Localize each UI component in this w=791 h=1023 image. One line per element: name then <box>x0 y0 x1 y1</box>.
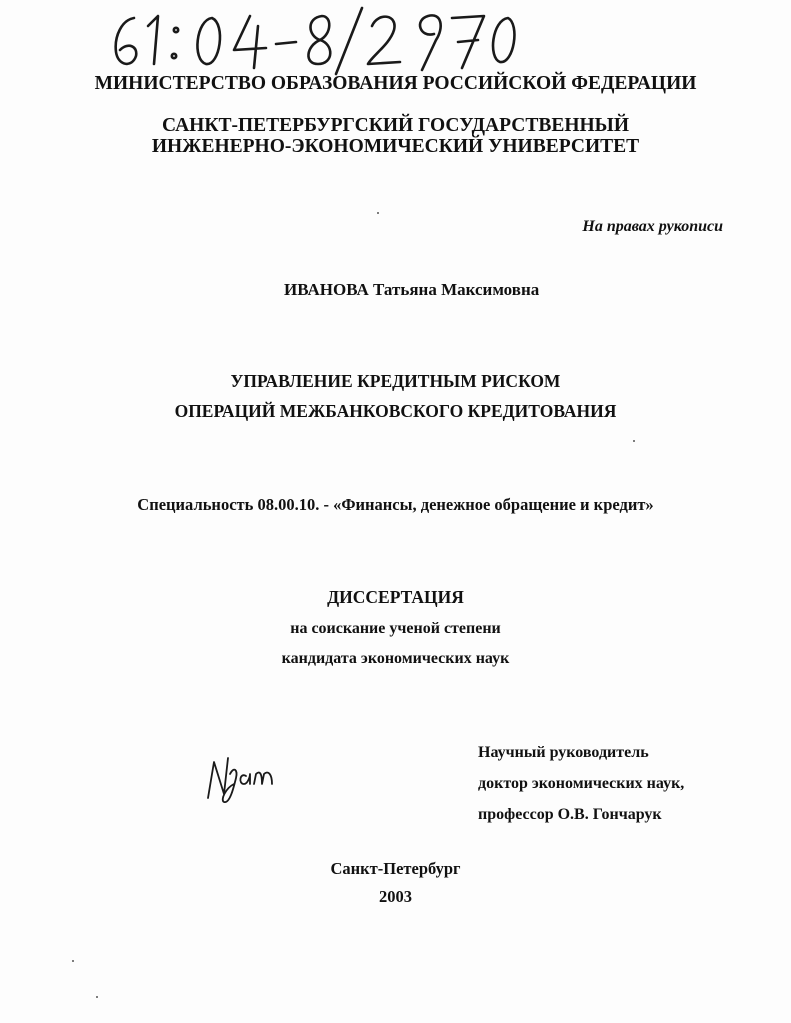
supervisor-line-2: доктор экономических наук, <box>478 775 685 792</box>
scan-speck <box>633 440 635 442</box>
thesis-title-line-1: УПРАВЛЕНИЕ КРЕДИТНЫМ РИСКОМ <box>230 371 561 391</box>
degree-line-2: кандидата экономических наук <box>281 650 510 667</box>
scan-speck <box>377 212 379 214</box>
ministry-name: МИНИСТЕРСТВО ОБРАЗОВАНИЯ РОССИЙСКОЙ ФЕДЕРАЦИИ <box>94 73 697 94</box>
university-name-line-2: ИНЖЕНЕРНО-ЭКОНОМИЧЕСКИЙ УНИВЕРСИТЕТ <box>151 136 640 157</box>
city: Санкт-Петербург <box>330 859 461 878</box>
supervisor-line-1: Научный руководитель <box>478 744 649 761</box>
author-name: ИВАНОВА Татьяна Максимовна <box>284 280 540 299</box>
scan-speck <box>72 960 74 962</box>
specialty-line: Специальность 08.00.10. - «Финансы, денежное обращение и кредит» <box>137 495 654 514</box>
handwritten-archive-code <box>100 4 520 76</box>
handwritten-signature <box>200 748 290 806</box>
supervisor-line-3: профессор О.В. Гончарук <box>478 806 662 823</box>
degree-line-1: на соискание ученой степени <box>290 620 501 637</box>
manuscript-note: На правах рукописи <box>582 218 723 235</box>
dissertation-heading: ДИССЕРТАЦИЯ <box>327 587 464 607</box>
handwritten-code-drawing <box>100 4 520 76</box>
thesis-title-line-2: ОПЕРАЦИЙ МЕЖБАНКОВСКОГО КРЕДИТОВАНИЯ <box>174 401 617 421</box>
year: 2003 <box>379 887 412 906</box>
signature-drawing <box>200 748 290 806</box>
scan-speck <box>96 996 98 998</box>
university-name-line-1: САНКТ-ПЕТЕРБУРГСКИЙ ГОСУДАРСТВЕННЫЙ <box>161 115 629 136</box>
